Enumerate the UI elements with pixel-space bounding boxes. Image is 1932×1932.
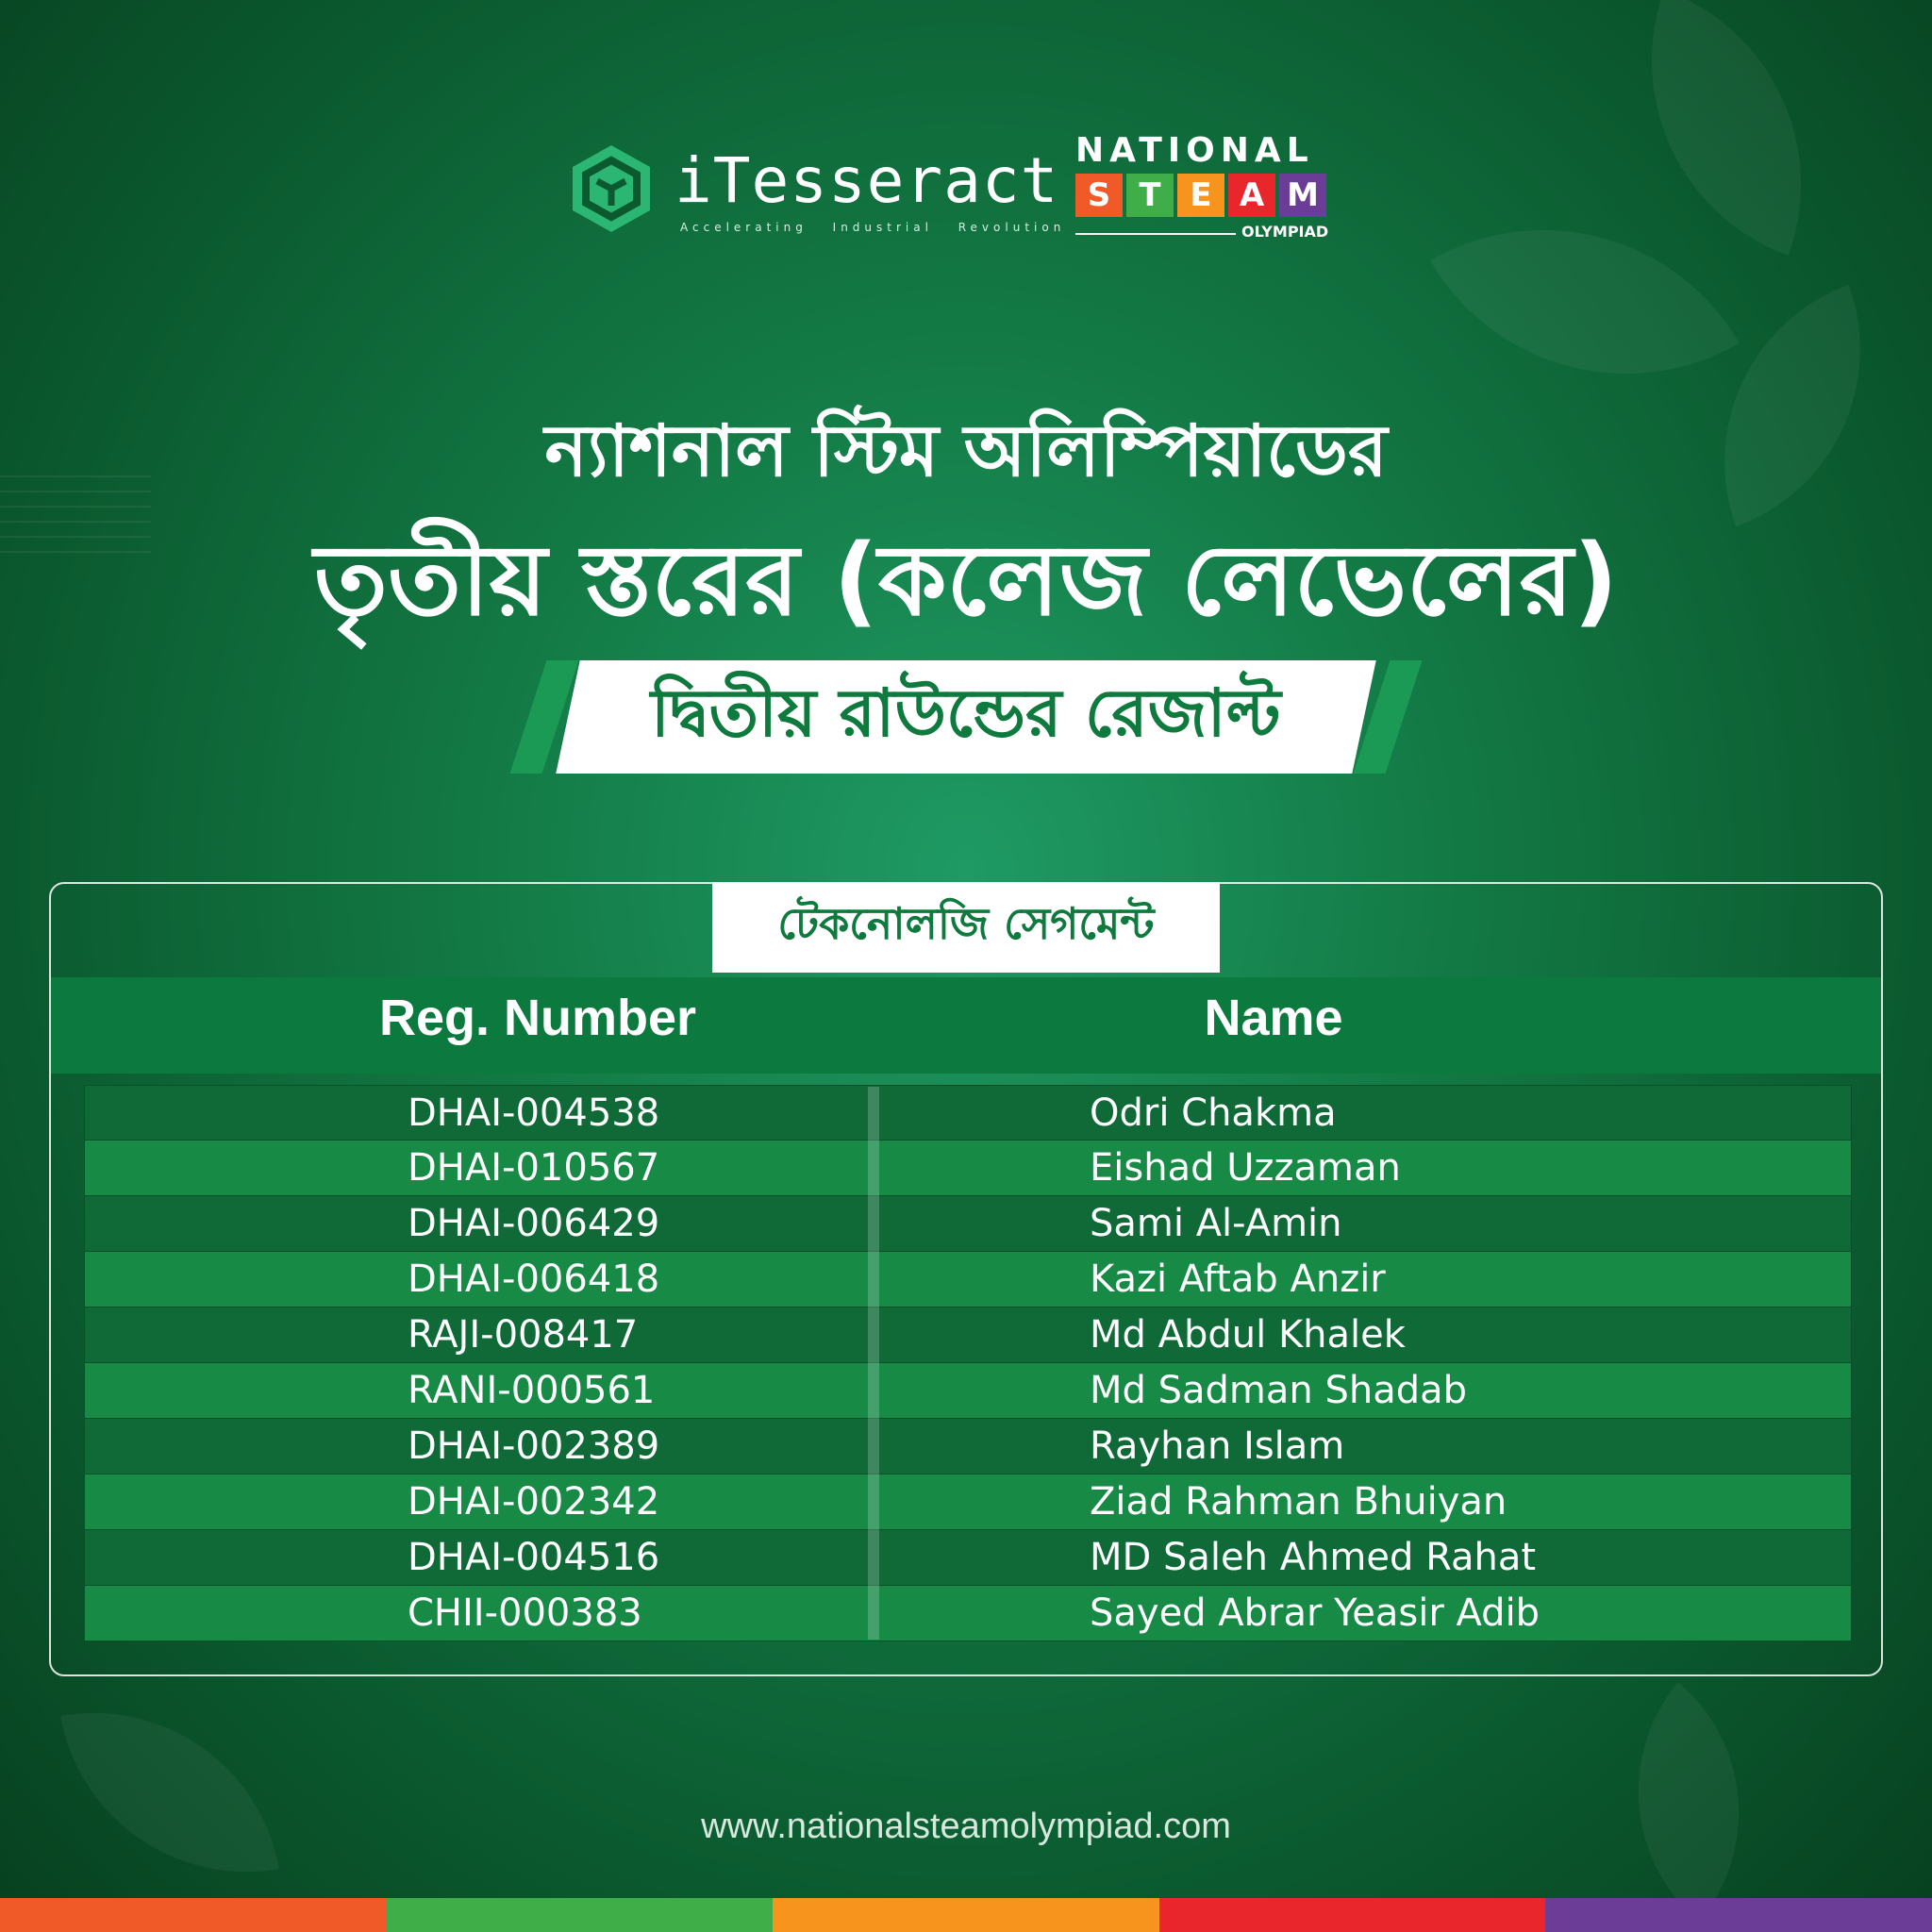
table-row bbox=[84, 1363, 1852, 1419]
name-cell: MD Saleh Ahmed Rahat bbox=[1090, 1536, 1537, 1579]
results-table bbox=[84, 1085, 1852, 1641]
itesseract-mark-icon bbox=[571, 143, 652, 234]
steam-blocks bbox=[1075, 174, 1326, 217]
name-cell: Md Sadman Shadab bbox=[1090, 1369, 1467, 1412]
logo-national-text: NATIONAL bbox=[1075, 131, 1314, 170]
bg-leaf-decoration bbox=[60, 1683, 279, 1902]
steam-block-t: T bbox=[1126, 174, 1174, 217]
column-header-reg: Reg. Number bbox=[378, 990, 697, 1046]
steam-block-s: S bbox=[1075, 174, 1123, 217]
logo-underline bbox=[1075, 233, 1236, 235]
color-bar-segment bbox=[1545, 1898, 1932, 1932]
reg-number-cell: DHAI-004516 bbox=[408, 1536, 660, 1579]
table-row bbox=[84, 1586, 1852, 1641]
table-row bbox=[84, 1307, 1852, 1363]
color-bar-segment bbox=[0, 1898, 387, 1932]
banner-box bbox=[556, 660, 1376, 774]
itesseract-logo bbox=[571, 143, 1066, 247]
banner-text: দ্বিতীয় রাউন্ডের রেজাল্ট bbox=[651, 674, 1281, 752]
column-divider bbox=[868, 1087, 879, 1640]
logo-row bbox=[0, 132, 1932, 255]
reg-number-cell: DHAI-004538 bbox=[408, 1091, 660, 1135]
name-cell: Ziad Rahman Bhuiyan bbox=[1090, 1480, 1507, 1524]
reg-number-cell: DHAI-006429 bbox=[408, 1202, 660, 1245]
name-cell: Sami Al-Amin bbox=[1090, 1202, 1342, 1245]
itesseract-tagline: Accelerating Industrial Revolution bbox=[680, 221, 1066, 234]
steam-olympiad-logo bbox=[1074, 132, 1338, 255]
segment-label: টেকনোলজি সেগমেন্ট bbox=[712, 882, 1220, 973]
reg-number-cell: DHAI-010567 bbox=[408, 1146, 660, 1190]
name-cell: Sayed Abrar Yeasir Adib bbox=[1090, 1591, 1541, 1635]
itesseract-name: iTesseract bbox=[675, 144, 1059, 217]
color-bar-segment bbox=[1159, 1898, 1546, 1932]
reg-number-cell: RAJI-008417 bbox=[408, 1313, 639, 1357]
reg-number-cell: DHAI-006418 bbox=[408, 1257, 660, 1301]
column-header-name: Name bbox=[1204, 990, 1343, 1046]
table-row bbox=[84, 1530, 1852, 1586]
reg-number-cell: DHAI-002342 bbox=[408, 1480, 660, 1524]
bottom-color-bar bbox=[0, 1898, 1932, 1932]
title-line-1: ন্যাশনাল স্টিম অলিম্পিয়াডের bbox=[544, 408, 1388, 492]
steam-block-e: E bbox=[1177, 174, 1224, 217]
website-url: www.nationalsteamolympiad.com bbox=[701, 1807, 1231, 1846]
name-cell: Rayhan Islam bbox=[1090, 1424, 1345, 1468]
table-row bbox=[84, 1196, 1852, 1252]
table-row bbox=[84, 1085, 1852, 1141]
table-row bbox=[84, 1474, 1852, 1530]
steam-block-a: A bbox=[1228, 174, 1275, 217]
name-cell: Kazi Aftab Anzir bbox=[1090, 1257, 1386, 1301]
color-bar-segment bbox=[773, 1898, 1159, 1932]
title-line-2: তৃতীয় স্তরের (কলেজ লেভেলের) bbox=[313, 523, 1619, 638]
steam-block-m: M bbox=[1279, 174, 1326, 217]
reg-number-cell: DHAI-002389 bbox=[408, 1424, 660, 1468]
table-row bbox=[84, 1419, 1852, 1474]
name-cell: Odri Chakma bbox=[1090, 1091, 1337, 1135]
table-row bbox=[84, 1141, 1852, 1196]
reg-number-cell: CHII-000383 bbox=[408, 1591, 642, 1635]
result-banner bbox=[528, 660, 1404, 775]
name-cell: Md Abdul Khalek bbox=[1090, 1313, 1406, 1357]
bg-leaf-decoration bbox=[1569, 1682, 1808, 1922]
table-row bbox=[84, 1252, 1852, 1307]
color-bar-segment bbox=[387, 1898, 774, 1932]
logo-olympiad-text: OLYMPIAD bbox=[1241, 223, 1329, 241]
reg-number-cell: RANI-000561 bbox=[408, 1369, 656, 1412]
name-cell: Eishad Uzzaman bbox=[1090, 1146, 1401, 1190]
